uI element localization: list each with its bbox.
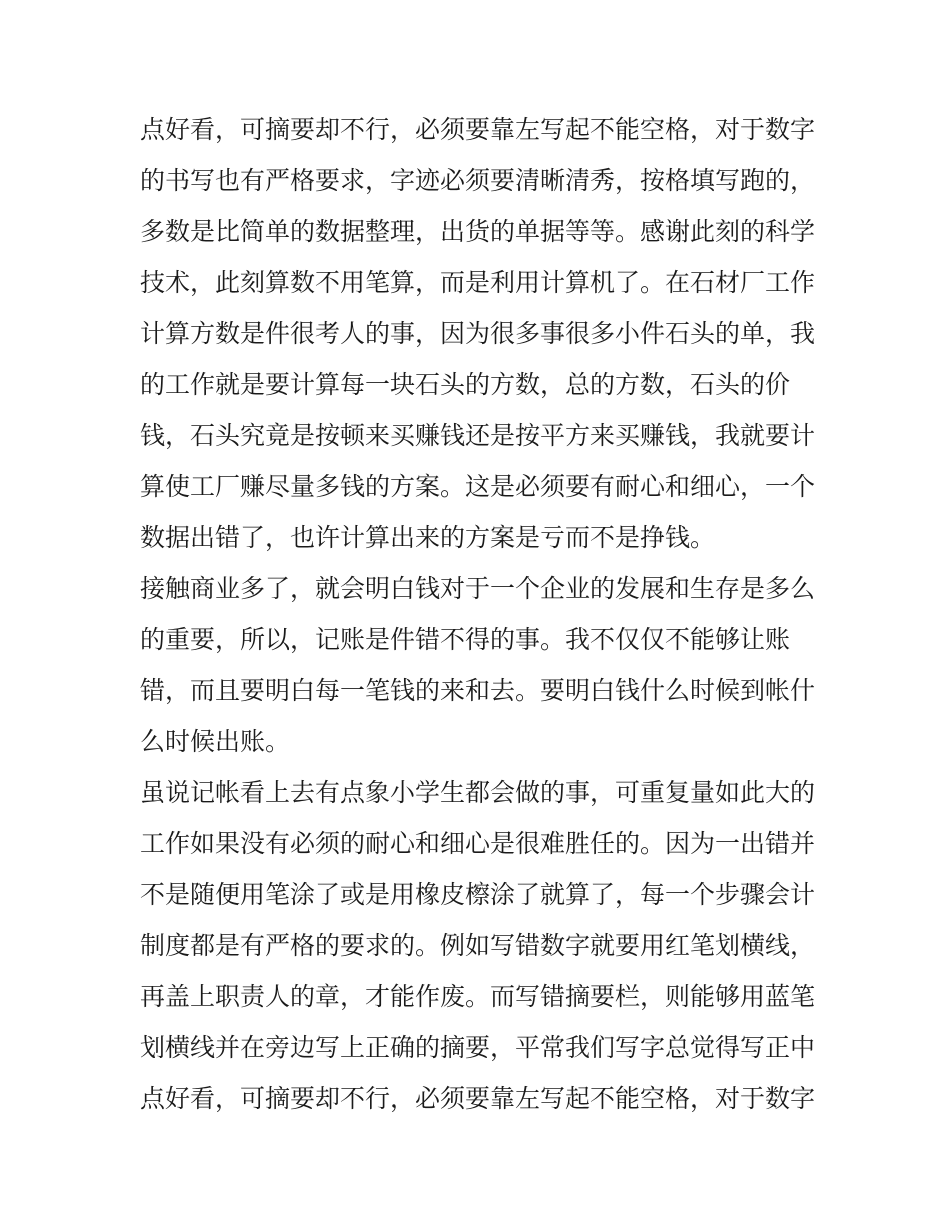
text-line: 虽说记帐看上去有点象小学生都会做的事，可重复量如此大的 (140, 778, 816, 807)
text-line: 么时候出账。 (140, 727, 291, 756)
text-line: 工作如果没有必须的耐心和细心是很难胜任的。因为一出错并 (140, 829, 816, 858)
text-line: 再盖上职责人的章，才能作废。而写错摘要栏，则能够用蓝笔 (140, 982, 816, 1011)
body-text (140, 104, 820, 1124)
text-line: 点好看，可摘要却不行，必须要靠左写起不能空格，对于数字 (140, 1084, 816, 1113)
text-line: 点好看，可摘要却不行，必须要靠左写起不能空格，对于数字 (140, 115, 816, 144)
text-line: 算使工厂赚尽量多钱的方案。这是必须要有耐心和细心，一个 (140, 472, 816, 501)
text-line: 的工作就是要计算每一块石头的方数，总的方数，石头的价 (140, 370, 791, 399)
text-line: 错，而且要明白每一笔钱的来和去。要明白钱什么时候到帐什 (140, 676, 816, 705)
text-line: 接触商业多了，就会明白钱对于一个企业的发展和生存是多么 (140, 574, 816, 603)
text-line: 钱，石头究竟是按顿来买赚钱还是按平方来买赚钱，我就要计 (140, 421, 816, 450)
text-line: 的书写也有严格要求，字迹必须要清晰清秀，按格填写跑的， (140, 166, 816, 195)
text-line: 制度都是有严格的要求的。例如写错数字就要用红笔划横线， (140, 931, 816, 960)
text-line: 技术，此刻算数不用笔算，而是利用计算机了。在石材厂工作 (140, 268, 816, 297)
text-line: 计算方数是件很考人的事，因为很多事很多小件石头的单，我 (140, 319, 816, 348)
text-line: 数据出错了，也许计算出来的方案是亏而不是挣钱。 (140, 523, 716, 552)
text-line: 多数是比简单的数据整理，出货的单据等等。感谢此刻的科学 (140, 217, 816, 246)
text-line: 划横线并在旁边写上正确的摘要，平常我们写字总觉得写正中 (140, 1033, 816, 1062)
text-line: 的重要，所以，记账是件错不得的事。我不仅仅不能够让账 (140, 625, 791, 654)
text-line: 不是随便用笔涂了或是用橡皮檫涂了就算了，每一个步骤会计 (140, 880, 816, 909)
